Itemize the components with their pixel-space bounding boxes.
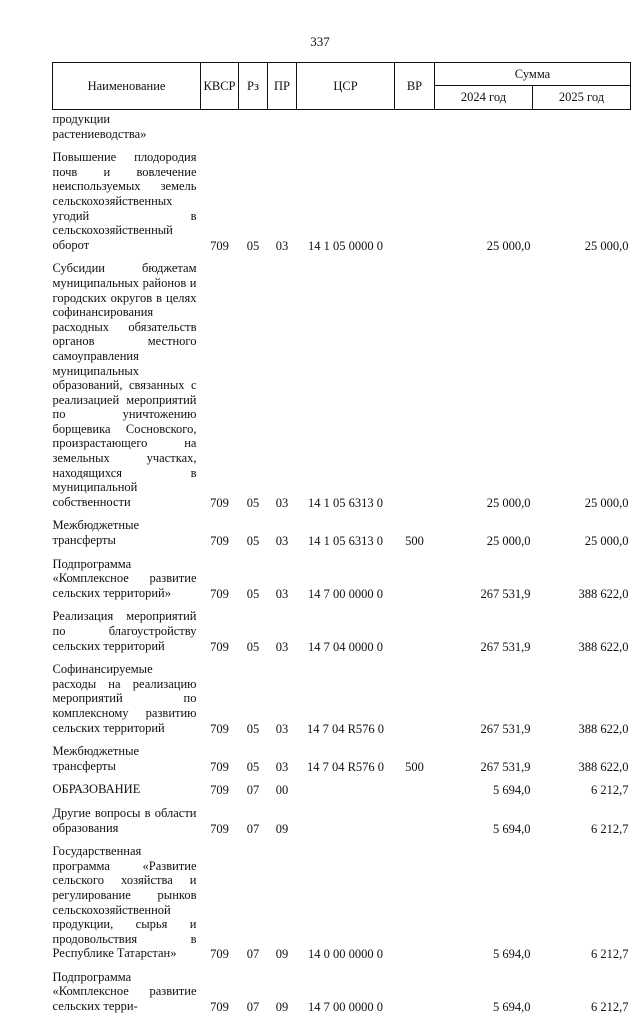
row-pr: 03 xyxy=(275,639,289,654)
header-vr: ВР xyxy=(395,63,435,110)
header-kvsr: КВСР xyxy=(201,63,239,110)
row-sum-2025: 25 000,0 xyxy=(584,495,629,510)
table-row xyxy=(53,607,631,654)
row-vr xyxy=(395,555,435,602)
row-sum-2024: 5 694,0 xyxy=(493,1000,531,1015)
row-vr xyxy=(395,968,435,1015)
row-sum-2024 xyxy=(435,110,533,143)
row-rz: 05 xyxy=(246,534,260,549)
row-vr xyxy=(395,660,435,736)
row-csr: 14 1 05 0000 0 xyxy=(308,238,383,253)
table-header xyxy=(53,63,631,110)
row-rz: 07 xyxy=(246,947,260,962)
row-pr: 09 xyxy=(275,1000,289,1015)
table-row xyxy=(53,804,631,836)
row-kvsr: 709 xyxy=(210,238,229,253)
row-pr: 03 xyxy=(275,238,289,253)
row-pr: 09 xyxy=(275,947,289,962)
row-csr xyxy=(297,780,395,798)
row-rz: 07 xyxy=(246,821,260,836)
row-csr: 14 0 00 0000 0 xyxy=(308,947,383,962)
header-name: Наименование xyxy=(53,63,201,110)
row-csr: 14 1 05 6313 0 xyxy=(308,534,383,549)
row-csr xyxy=(297,110,395,143)
row-name: Софинансируемые расходы на реализацию мероприятий по комплексному развитию сельских территорий xyxy=(52,662,197,735)
row-sum-2025: 388 622,0 xyxy=(578,721,629,736)
table-row xyxy=(53,259,631,510)
row-pr: 03 xyxy=(275,759,289,774)
row-name: Государственная программа «Развитие сельского хозяйства и регулирование рынков сельскохозяйственной продукции, сырья и продовольствия в Республике Татарстан» xyxy=(52,844,197,961)
row-sum-2025: 25 000,0 xyxy=(584,534,629,549)
row-vr xyxy=(395,780,435,798)
header-csr: ЦСР xyxy=(297,63,395,110)
row-pr: 03 xyxy=(275,495,289,510)
table-row xyxy=(53,968,631,1015)
row-pr: 03 xyxy=(275,534,289,549)
row-sum-2024: 5 694,0 xyxy=(493,783,531,798)
row-pr: 03 xyxy=(275,586,289,601)
row-sum-2025: 25 000,0 xyxy=(584,238,629,253)
row-rz: 05 xyxy=(246,238,260,253)
row-name: Другие вопросы в области образования xyxy=(52,805,197,835)
row-sum-2024: 267 531,9 xyxy=(480,586,531,601)
row-pr: 00 xyxy=(275,783,289,798)
row-kvsr: 709 xyxy=(210,1000,229,1015)
row-name: ОБРАЗОВАНИЕ xyxy=(52,782,141,797)
row-sum-2024: 5 694,0 xyxy=(493,821,531,836)
row-vr: 500 xyxy=(405,534,424,549)
table-row xyxy=(53,660,631,736)
row-pr: 03 xyxy=(275,721,289,736)
row-csr: 14 7 00 0000 0 xyxy=(308,586,383,601)
row-sum-2024: 5 694,0 xyxy=(493,947,531,962)
header-pr: ПР xyxy=(268,63,297,110)
row-csr xyxy=(297,804,395,836)
row-rz: 07 xyxy=(246,783,260,798)
row-sum-2025: 388 622,0 xyxy=(578,759,629,774)
row-rz xyxy=(239,110,268,143)
row-sum-2024: 267 531,9 xyxy=(480,721,531,736)
row-vr xyxy=(395,110,435,143)
table-row xyxy=(53,842,631,962)
row-name: Реализация мероприятий по благоустройству сельских территорий xyxy=(52,609,197,653)
row-name: Повышение плодородия почв и вовлечение неиспользуемых земель сельскохозяйственных угодий в сельскохозяйственный оборот xyxy=(52,150,197,252)
row-name: Межбюджетные трансферты xyxy=(52,744,140,773)
row-rz: 05 xyxy=(246,759,260,774)
table-row xyxy=(53,780,631,798)
row-kvsr: 709 xyxy=(210,639,229,654)
row-vr xyxy=(395,842,435,962)
header-year-2024: 2024 год xyxy=(435,86,533,110)
header-rz: Рз xyxy=(239,63,268,110)
table-body xyxy=(53,110,631,1015)
header-year-2025: 2025 год xyxy=(533,86,631,110)
row-sum-2025: 6 212,7 xyxy=(591,783,629,798)
row-sum-2025 xyxy=(533,110,631,143)
row-kvsr: 709 xyxy=(210,759,229,774)
row-sum-2024: 25 000,0 xyxy=(486,495,531,510)
row-csr: 14 7 04 R576 0 xyxy=(306,721,385,736)
row-kvsr: 709 xyxy=(210,534,229,549)
row-sum-2025: 6 212,7 xyxy=(591,1000,629,1015)
row-rz: 05 xyxy=(246,495,260,510)
row-rz: 05 xyxy=(246,586,260,601)
row-kvsr: 709 xyxy=(210,947,229,962)
row-sum-2025: 6 212,7 xyxy=(591,947,629,962)
row-rz: 07 xyxy=(246,1000,260,1015)
row-sum-2024: 25 000,0 xyxy=(486,238,531,253)
row-kvsr: 709 xyxy=(210,586,229,601)
row-vr xyxy=(395,148,435,253)
row-csr: 14 7 04 R576 0 xyxy=(306,759,385,774)
budget-table-container xyxy=(52,62,630,1015)
row-pr xyxy=(268,110,297,143)
row-sum-2024: 25 000,0 xyxy=(486,534,531,549)
row-vr xyxy=(395,804,435,836)
row-kvsr: 709 xyxy=(210,721,229,736)
row-rz: 05 xyxy=(246,639,260,654)
row-kvsr: 709 xyxy=(210,495,229,510)
row-sum-2025: 6 212,7 xyxy=(591,821,629,836)
header-sum: Сумма xyxy=(435,63,631,86)
row-csr: 14 1 05 6313 0 xyxy=(308,495,383,510)
table-row xyxy=(53,555,631,602)
row-name: Подпрограмма «Комплексное развитие сельских территорий» xyxy=(52,556,197,600)
table-row xyxy=(53,110,631,143)
row-kvsr xyxy=(201,110,239,143)
row-kvsr: 709 xyxy=(210,821,229,836)
row-name: продукции растениеводства» xyxy=(52,112,147,141)
row-pr: 09 xyxy=(275,821,289,836)
row-sum-2024: 267 531,9 xyxy=(480,639,531,654)
row-name: Субсидии бюджетам муниципальных районов и городских округов в целях софинансирования расходных обязательств органов местного самоуправления муниципальных образований, связанных с реализацией мероприятий по уничтожению борщевика Сосновского, произрастающего на земельных участках, находящихся в муниципальной собственности xyxy=(52,261,197,509)
row-name: Подпрограмма «Комплексное развитие сельских терри- xyxy=(52,969,197,1014)
row-csr: 14 7 00 0000 0 xyxy=(308,1000,383,1015)
table-row xyxy=(53,516,631,548)
table-row xyxy=(53,148,631,253)
row-rz: 05 xyxy=(246,721,260,736)
row-sum-2024: 267 531,9 xyxy=(480,759,531,774)
table-row xyxy=(53,742,631,774)
row-vr xyxy=(395,259,435,510)
row-vr xyxy=(395,607,435,654)
row-kvsr: 709 xyxy=(210,783,229,798)
row-name: Межбюджетные трансферты xyxy=(52,518,140,548)
row-sum-2025: 388 622,0 xyxy=(578,586,629,601)
row-csr: 14 7 04 0000 0 xyxy=(308,639,383,654)
row-sum-2025: 388 622,0 xyxy=(578,639,629,654)
row-vr: 500 xyxy=(405,759,424,774)
page-number: 337 xyxy=(310,34,330,49)
budget-table xyxy=(52,62,631,1015)
